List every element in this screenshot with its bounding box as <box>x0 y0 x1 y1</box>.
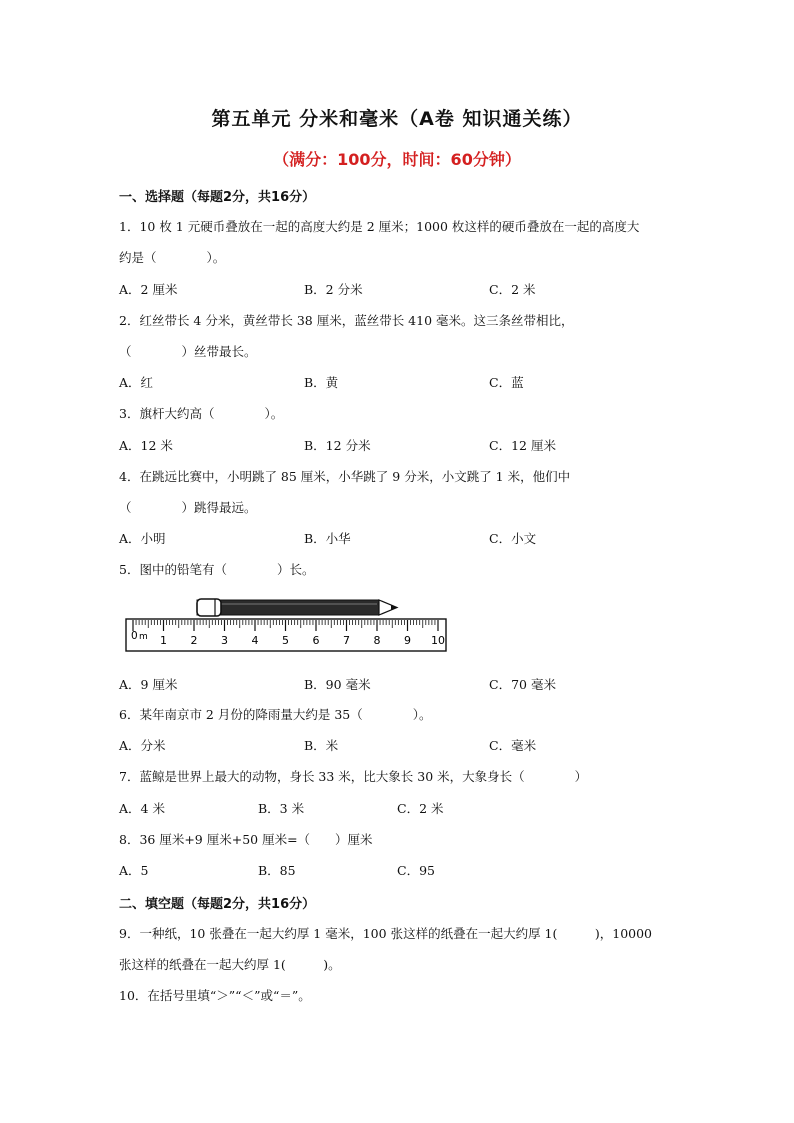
question-2-option-a: A．红 <box>119 375 154 390</box>
page-subtitle: （满分：100分，时间：60分钟） <box>273 150 521 169</box>
ruler-unit-label: m <box>139 632 148 642</box>
question-9-text-cont: 张这样的纸叠在一起大约厚 1( )。 <box>119 957 341 972</box>
question-1-text: 1．10 枚 1 元硬币叠放在一起的高度大约是 2 厘米；1000 枚这样的硬币叠放在一起的高度大 <box>119 219 640 234</box>
ruler-tick-label: 6 <box>312 634 320 647</box>
question-3-option-b: B．12 分米 <box>304 438 371 453</box>
ruler-tick-label: 3 <box>221 634 228 647</box>
ruler-tick-label: 5 <box>282 634 289 647</box>
ruler-tick-label: 9 <box>404 634 411 647</box>
question-10-text: 10．在括号里填“＞”“＜”或“＝”。 <box>119 988 311 1003</box>
question-4-text-cont: （ ）跳得最远。 <box>119 500 257 515</box>
question-7-option-a: A．4 米 <box>119 801 165 816</box>
ruler-tick-label: 8 <box>373 634 381 647</box>
question-6-option-b: B．米 <box>304 738 339 753</box>
question-3-option-a: A．12 米 <box>119 438 173 453</box>
ruler-tick-label: 1 <box>160 634 167 647</box>
question-9-text: 9．一种纸，10 张叠在一起大约厚 1 毫米，100 张这样的纸叠在一起大约厚 1( )，10000 <box>119 926 653 941</box>
question-1-option-a: A．2 厘米 <box>119 282 178 297</box>
question-2-option-b: B．黄 <box>304 375 339 390</box>
ruler-tick-label: 2 <box>190 634 198 647</box>
question-2-option-c: C．蓝 <box>489 375 524 390</box>
question-6-option-c: C．毫米 <box>489 738 537 753</box>
question-4-text: 4．在跳远比赛中，小明跳了 85 厘米，小华跳了 9 分米，小文跳了 1 米，他们中 <box>119 469 571 484</box>
question-7-option-b: B．3 米 <box>258 801 305 816</box>
question-2-text-cont: （ ）丝带最长。 <box>119 344 257 359</box>
question-2-text: 2．红丝带长 4 分米，黄丝带长 38 厘米，蓝丝带长 410 毫米。这三条丝带相比， <box>119 313 574 328</box>
question-3-option-c: C．12 厘米 <box>489 438 556 453</box>
question-6-text: 6．某年南京市 2 月份的降雨量大约是 35（ ）。 <box>119 707 432 722</box>
section-choice-heading: 一、选择题（每题2分，共16分） <box>119 190 316 205</box>
pencil-ruler-illustration <box>125 594 450 654</box>
section-fill-heading: 二、填空题（每题2分，共16分） <box>119 897 316 912</box>
question-5-text: 5．图中的铅笔有（ ）长。 <box>119 562 315 577</box>
question-8-option-c: C．95 <box>397 863 435 878</box>
question-5-option-c: C．70 毫米 <box>489 677 556 692</box>
question-7-option-c: C．2 米 <box>397 801 444 816</box>
question-4-option-c: C．小文 <box>489 531 537 546</box>
ruler-tick-label: 10 <box>431 634 445 647</box>
pencil-icon <box>197 599 397 616</box>
ruler-tick-label: 4 <box>251 634 259 647</box>
question-7-text: 7．蓝鲸是世界上最大的动物，身长 33 米，比大象长 30 米，大象身长（ ） <box>119 769 588 784</box>
question-8-text: 8．36 厘米+9 厘米+50 厘米=（ ）厘米 <box>119 832 373 847</box>
ruler-tick-label: 7 <box>343 634 350 647</box>
question-5-option-b: B．90 毫米 <box>304 677 371 692</box>
question-4-option-b: B．小华 <box>304 531 351 546</box>
page-title: 第五单元 分米和毫米（A卷 知识通关练） <box>211 108 583 130</box>
question-5-option-a: A．9 厘米 <box>119 677 178 692</box>
question-1-option-b: B．2 分米 <box>304 282 363 297</box>
pencil-ruler-figure <box>125 594 450 658</box>
question-8-option-a: A．5 <box>119 863 149 878</box>
question-4-option-a: A．小明 <box>119 531 166 546</box>
question-6-option-a: A．分米 <box>119 738 166 753</box>
question-1-text-cont: 约是（ ）。 <box>119 250 226 265</box>
question-1-option-c: C．2 米 <box>489 282 536 297</box>
ruler-zero-label: 0 <box>131 630 138 642</box>
question-3-text: 3．旗杆大约高（ ）。 <box>119 406 284 421</box>
question-8-option-b: B．85 <box>258 863 296 878</box>
